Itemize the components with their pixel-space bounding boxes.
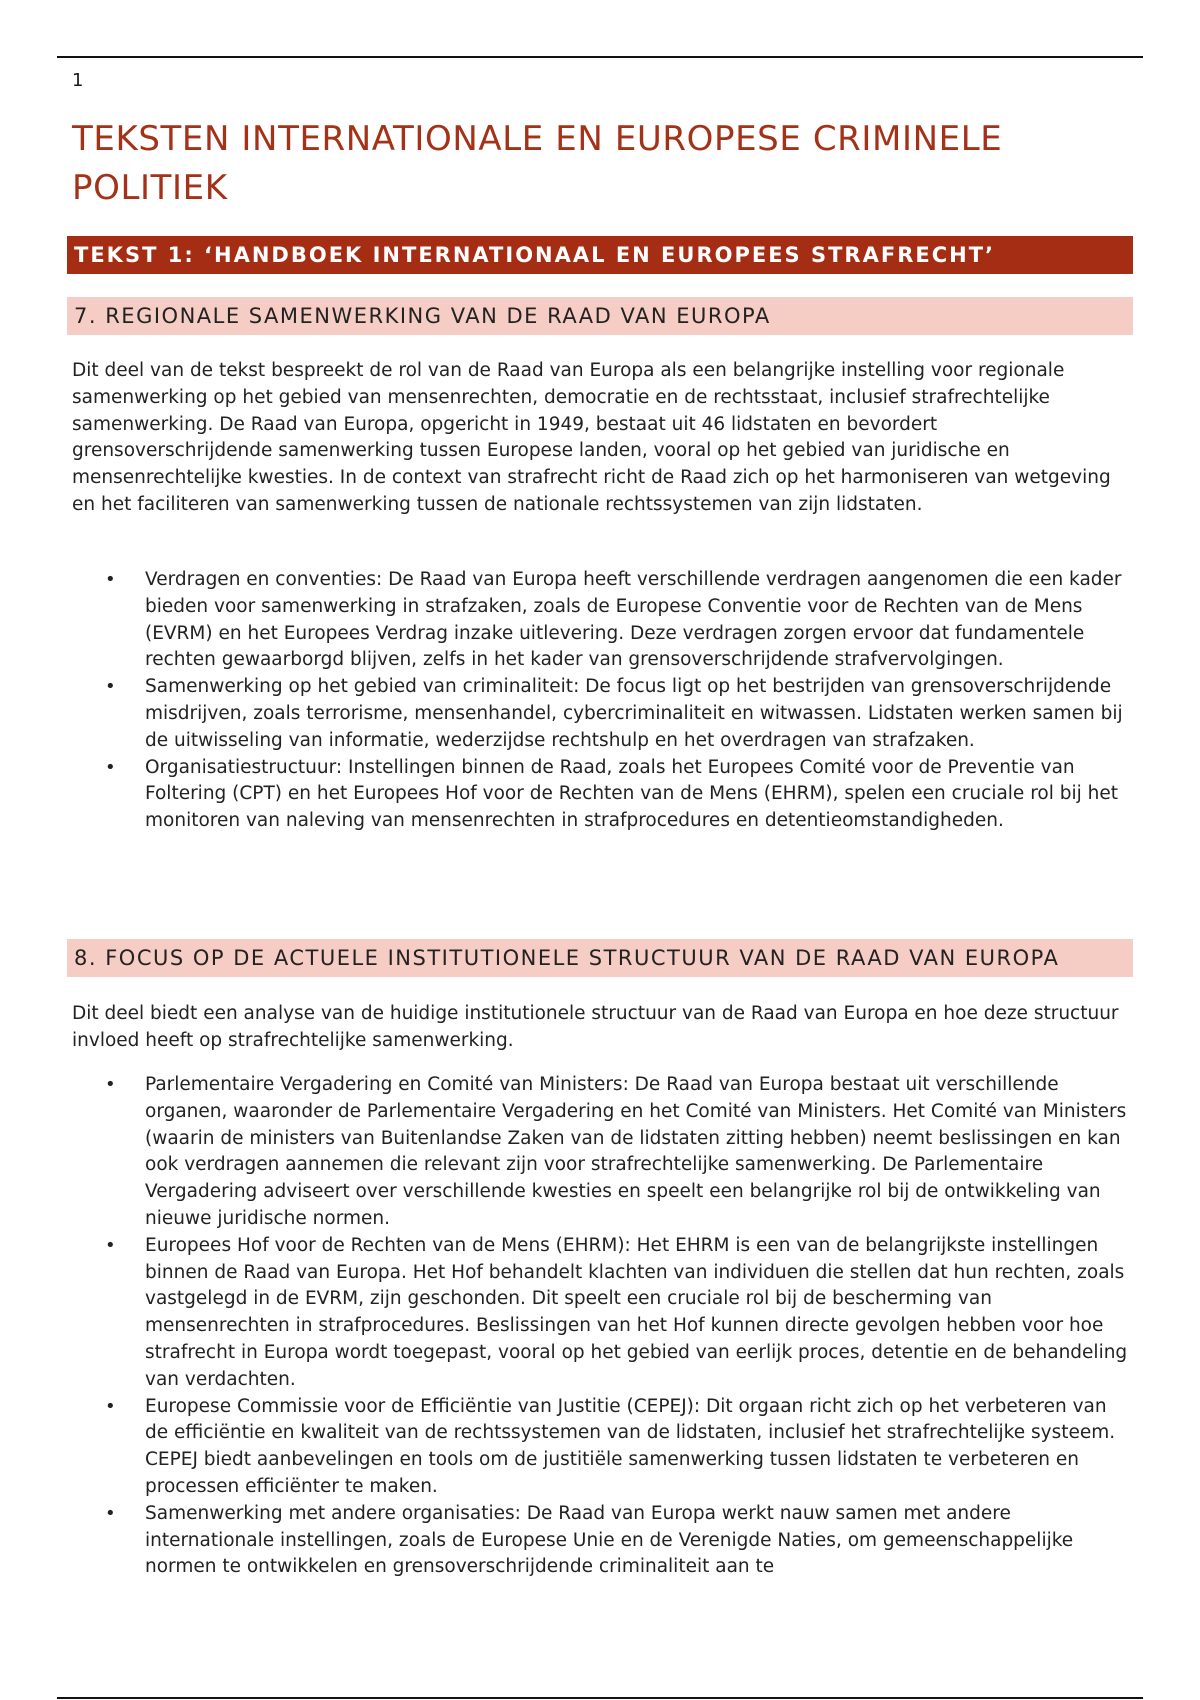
list-item: • Verdragen en conventies: De Raad van Europa heeft verschillende verdragen aangenomen die een kader bieden voor samenwerking in strafzaken, zoals de Europese Conventie voor de Rechten van de Mens (EVRM) en het Europees Verdrag inzake uitlevering. Deze verdragen zorgen ervoor dat fundamentele rechten gewaarborgd blijven, zelfs in het kader van grensoverschrijdende strafvervolgingen. [72,567,1132,674]
list-item: • Parlementaire Vergadering en Comité van Ministers: De Raad van Europa bestaat uit verschillende organen, waaronder de Parlementaire Vergadering en het Comité van Ministers. Het Comité van Ministers (waarin de ministers van Buitenlandse Zaken van de lidstaten zitting hebben) neemt beslissingen en kan ook verdragen aannemen die relevant zijn voor strafrechtelijke samenwerking. De Parlementaire Vergadering adviseert over verschillende kwesties en speelt een belangrijke rol bij de ontwikkeling van nieuwe juridische normen. [72,1072,1132,1233]
document-title: TEKSTEN INTERNATIONALE EN EUROPESE CRIMINELE POLITIEK [72,119,1003,208]
section-7-bullet-list [72,567,1132,835]
header-rule [57,56,1143,58]
section-7-intro: Dit deel van de tekst bespreekt de rol van de Raad van Europa als een belangrijke instelling voor regionale samenwerking op het gebied van mensenrechten, democratie en de rechtsstaat, inclusief strafrechtelijke samenwerking. De Raad van Europa, opgericht in 1949, bestaat uit 46 lidstaten en bevordert grensoverschrijdende samenwerking tussen Europese landen, vooral op het gebied van juridische en mensenrechtelijke kwesties. In de context van strafrecht richt de Raad zich op het harmoniseren van wetgeving en het faciliteren van samenwerking tussen de nationale rechtssystemen van zijn lidstaten. [72,360,1111,515]
list-item: • Organisatiestructuur: Instellingen binnen de Raad, zoals het Europees Comité voor de Preventie van Foltering (CPT) en het Europees Hof voor de Rechten van de Mens (EHRM), spelen een cruciale rol bij het monitoren van naleving van mensenrechten in strafprocedures en detentieomstandigheden. [72,755,1132,835]
list-item: • Samenwerking op het gebied van criminaliteit: De focus ligt op het bestrijden van grensoverschrijdende misdrijven, zoals terrorisme, mensenhandel, cybercriminaliteit en witwassen. Lidstaten werken samen bij de uitwisseling van informatie, wederzijdse rechtshulp en het overdragen van strafzaken. [72,674,1132,754]
list-item: • Europese Commissie voor de Efficiëntie van Justitie (CEPEJ): Dit orgaan richt zich op het verbeteren van de efficiëntie en kwaliteit van de rechtssystemen van de lidstaten, inclusief het strafrechtelijke systeem. CEPEJ biedt aanbevelingen en tools om de justitiële samenwerking tussen lidstaten te verbeteren en processen efficiënter te maken. [72,1394,1132,1501]
page-number: 1 [72,70,84,91]
section-8-bullet-list [72,1072,1132,1581]
section-8-intro: Dit deel biedt een analyse van de huidige institutionele structuur van de Raad van Europa en hoe deze structuur invloed heeft op strafrechtelijke samenwerking. [72,1003,1119,1051]
heading-section-7: 7. REGIONALE SAMENWERKING VAN DE RAAD VAN EUROPA [67,297,1133,335]
footer-rule [57,1697,1143,1699]
heading-tekst-1: TEKST 1: ‘HANDBOEK INTERNATIONAAL EN EUROPEES STRAFRECHT’ [67,236,1133,274]
list-item: • Samenwerking met andere organisaties: De Raad van Europa werkt nauw samen met andere internationale instellingen, zoals de Europese Unie en de Verenigde Naties, om gemeenschappelijke normen te ontwikkelen en grensoverschrijdende criminaliteit aan te [72,1501,1132,1581]
heading-section-8: 8. FOCUS OP DE ACTUELE INSTITUTIONELE STRUCTUUR VAN DE RAAD VAN EUROPA [67,939,1133,977]
list-item: • Europees Hof voor de Rechten van de Mens (EHRM): Het EHRM is een van de belangrijkste instellingen binnen de Raad van Europa. Het Hof behandelt klachten van individuen die stellen dat hun rechten, zoals vastgelegd in de EVRM, zijn geschonden. Dit speelt een cruciale rol bij de bescherming van mensenrechten in strafprocedures. Beslissingen van het Hof kunnen directe gevolgen hebben voor hoe strafrecht in Europa wordt toegepast, vooral op het gebied van eerlijk proces, detentie en de behandeling van verdachten. [72,1233,1132,1394]
